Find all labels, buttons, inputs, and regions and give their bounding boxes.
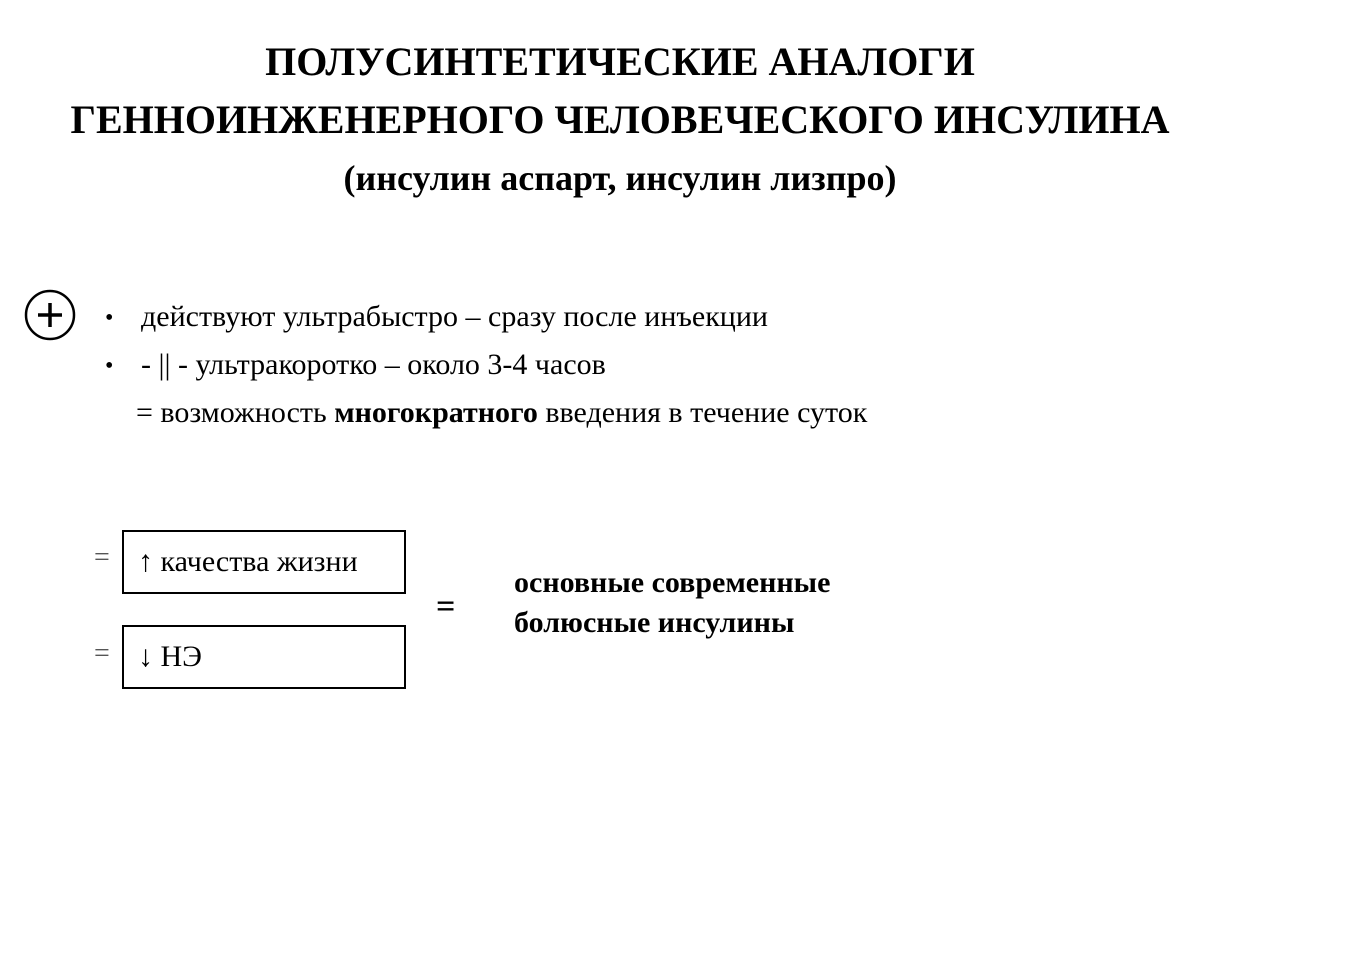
subtitle: (инсулин аспарт, инсулин лизпро) xyxy=(343,158,897,198)
consequence-line xyxy=(136,396,867,430)
bullet-marker: • xyxy=(105,353,114,379)
result-line-1: основные современные xyxy=(514,566,831,599)
equals-sign: = xyxy=(94,542,110,573)
bullet-marker: • xyxy=(105,305,114,331)
consequence-prefix: = возможность xyxy=(136,396,335,429)
bullet-item: действуют ультрабыстро – сразу после инъекции xyxy=(141,300,768,333)
bullet-item: - || - ультракоротко – около 3-4 часов xyxy=(141,348,606,381)
equals-sign: = xyxy=(94,638,110,669)
side-effects-box: ↓ НЭ xyxy=(122,625,406,689)
consequence-suffix: введения в течение суток xyxy=(537,396,868,429)
title-line-1: ПОЛУСИНТЕТИЧЕСКИЕ АНАЛОГИ xyxy=(265,39,975,84)
quality-of-life-box: ↑ качества жизни xyxy=(122,530,406,594)
consequence-emphasis: многократного xyxy=(334,396,538,429)
result-line-2: болюсные инсулины xyxy=(514,606,795,639)
result-equals-sign: = xyxy=(436,588,456,625)
plus-circle-icon xyxy=(24,289,76,341)
title-line-2: ГЕННОИНЖЕНЕРНОГО ЧЕЛОВЕЧЕСКОГО ИНСУЛИНА xyxy=(70,97,1170,142)
